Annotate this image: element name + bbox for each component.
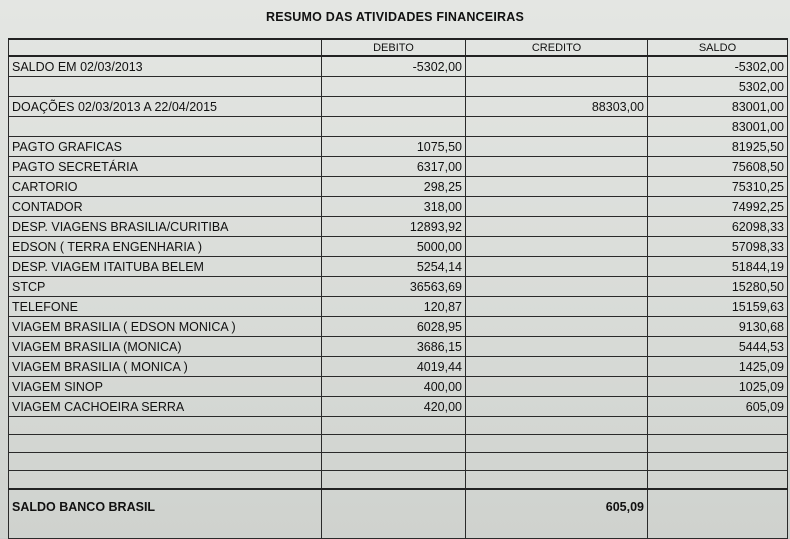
row-debit	[322, 97, 466, 117]
empty-cell	[466, 417, 648, 435]
row-description: CARTORIO	[9, 177, 322, 197]
row-debit: 318,00	[322, 197, 466, 217]
row-credit	[466, 397, 648, 417]
table-row	[9, 77, 788, 97]
row-description: VIAGEM SINOP	[9, 377, 322, 397]
row-balance: 5444,53	[648, 337, 788, 357]
row-debit: -5302,00	[322, 56, 466, 77]
empty-cell	[9, 417, 322, 435]
table-row	[9, 157, 788, 177]
row-balance: 83001,00	[648, 117, 788, 137]
row-balance: 57098,33	[648, 237, 788, 257]
row-description: TELEFONE	[9, 297, 322, 317]
row-description: DESP. VIAGEM ITAITUBA BELEM	[9, 257, 322, 277]
row-debit: 120,87	[322, 297, 466, 317]
row-description: VIAGEM CACHOEIRA SERRA	[9, 397, 322, 417]
total-credit: 605,09	[466, 489, 648, 539]
row-debit: 3686,15	[322, 337, 466, 357]
row-credit	[466, 257, 648, 277]
row-debit: 400,00	[322, 377, 466, 397]
row-debit: 4019,44	[322, 357, 466, 377]
row-description: PAGTO GRAFICAS	[9, 137, 322, 157]
row-balance: 1025,09	[648, 377, 788, 397]
total-description: SALDO BANCO BRASIL	[9, 489, 322, 539]
row-credit	[466, 357, 648, 377]
table-row	[9, 177, 788, 197]
header-row	[9, 39, 788, 56]
empty-cell	[648, 417, 788, 435]
total-balance	[648, 489, 788, 539]
row-credit	[466, 297, 648, 317]
header-description	[9, 39, 322, 56]
row-balance: 51844,19	[648, 257, 788, 277]
empty-cell	[466, 435, 648, 453]
row-debit: 6028,95	[322, 317, 466, 337]
table-row	[9, 137, 788, 157]
total-debit	[322, 489, 466, 539]
empty-row	[9, 471, 788, 490]
row-description: SALDO EM 02/03/2013	[9, 56, 322, 77]
header-credit: CREDITO	[466, 39, 648, 56]
row-credit	[466, 77, 648, 97]
row-balance: 605,09	[648, 397, 788, 417]
row-credit	[466, 197, 648, 217]
row-description: PAGTO SECRETÁRIA	[9, 157, 322, 177]
empty-row	[9, 417, 788, 435]
row-debit: 1075,50	[322, 137, 466, 157]
row-description	[9, 117, 322, 137]
row-balance: 15159,63	[648, 297, 788, 317]
row-description: EDSON ( TERRA ENGENHARIA )	[9, 237, 322, 257]
row-credit: 88303,00	[466, 97, 648, 117]
row-balance: 75310,25	[648, 177, 788, 197]
row-credit	[466, 56, 648, 77]
row-description: VIAGEM BRASILIA ( EDSON MONICA )	[9, 317, 322, 337]
row-debit: 298,25	[322, 177, 466, 197]
row-balance: 1425,09	[648, 357, 788, 377]
table-row	[9, 197, 788, 217]
table-row	[9, 337, 788, 357]
table-row	[9, 357, 788, 377]
row-debit: 5000,00	[322, 237, 466, 257]
row-debit	[322, 117, 466, 137]
empty-cell	[322, 471, 466, 490]
empty-cell	[9, 471, 322, 490]
table-row	[9, 97, 788, 117]
table-row	[9, 377, 788, 397]
empty-cell	[322, 453, 466, 471]
row-credit	[466, 237, 648, 257]
row-description: VIAGEM BRASILIA (MONICA)	[9, 337, 322, 357]
row-credit	[466, 177, 648, 197]
table-row	[9, 297, 788, 317]
table-row	[9, 277, 788, 297]
empty-cell	[322, 435, 466, 453]
row-credit	[466, 117, 648, 137]
table-row	[9, 397, 788, 417]
row-debit: 6317,00	[322, 157, 466, 177]
row-description: VIAGEM BRASILIA ( MONICA )	[9, 357, 322, 377]
total-row	[9, 489, 788, 539]
row-credit	[466, 317, 648, 337]
row-description: DOAÇÕES 02/03/2013 A 22/04/2015	[9, 97, 322, 117]
table-row	[9, 317, 788, 337]
row-credit	[466, 337, 648, 357]
row-description	[9, 77, 322, 97]
empty-cell	[648, 471, 788, 490]
row-debit: 5254,14	[322, 257, 466, 277]
row-description: DESP. VIAGENS BRASILIA/CURITIBA	[9, 217, 322, 237]
row-description: STCP	[9, 277, 322, 297]
table-row	[9, 257, 788, 277]
row-balance: 62098,33	[648, 217, 788, 237]
row-balance: 15280,50	[648, 277, 788, 297]
row-credit	[466, 157, 648, 177]
row-balance: 74992,25	[648, 197, 788, 217]
empty-row	[9, 453, 788, 471]
table-row	[9, 217, 788, 237]
table-row	[9, 237, 788, 257]
row-debit: 12893,92	[322, 217, 466, 237]
empty-cell	[322, 417, 466, 435]
row-debit: 36563,69	[322, 277, 466, 297]
table-row	[9, 117, 788, 137]
empty-cell	[648, 453, 788, 471]
table-row	[9, 56, 788, 77]
row-balance: 5302,00	[648, 77, 788, 97]
empty-cell	[9, 435, 322, 453]
row-debit	[322, 77, 466, 97]
row-debit: 420,00	[322, 397, 466, 417]
row-description: CONTADOR	[9, 197, 322, 217]
row-credit	[466, 377, 648, 397]
empty-cell	[648, 435, 788, 453]
row-balance: -5302,00	[648, 56, 788, 77]
row-credit	[466, 277, 648, 297]
header-balance: SALDO	[648, 39, 788, 56]
row-balance: 83001,00	[648, 97, 788, 117]
row-balance: 9130,68	[648, 317, 788, 337]
row-balance: 75608,50	[648, 157, 788, 177]
empty-cell	[466, 453, 648, 471]
header-debit: DEBITO	[322, 39, 466, 56]
document-title: RESUMO DAS ATIVIDADES FINANCEIRAS	[265, 10, 524, 24]
empty-row	[9, 435, 788, 453]
empty-cell	[9, 453, 322, 471]
row-credit	[466, 137, 648, 157]
row-credit	[466, 217, 648, 237]
empty-cell	[466, 471, 648, 490]
row-balance: 81925,50	[648, 137, 788, 157]
ledger-table	[8, 38, 788, 539]
